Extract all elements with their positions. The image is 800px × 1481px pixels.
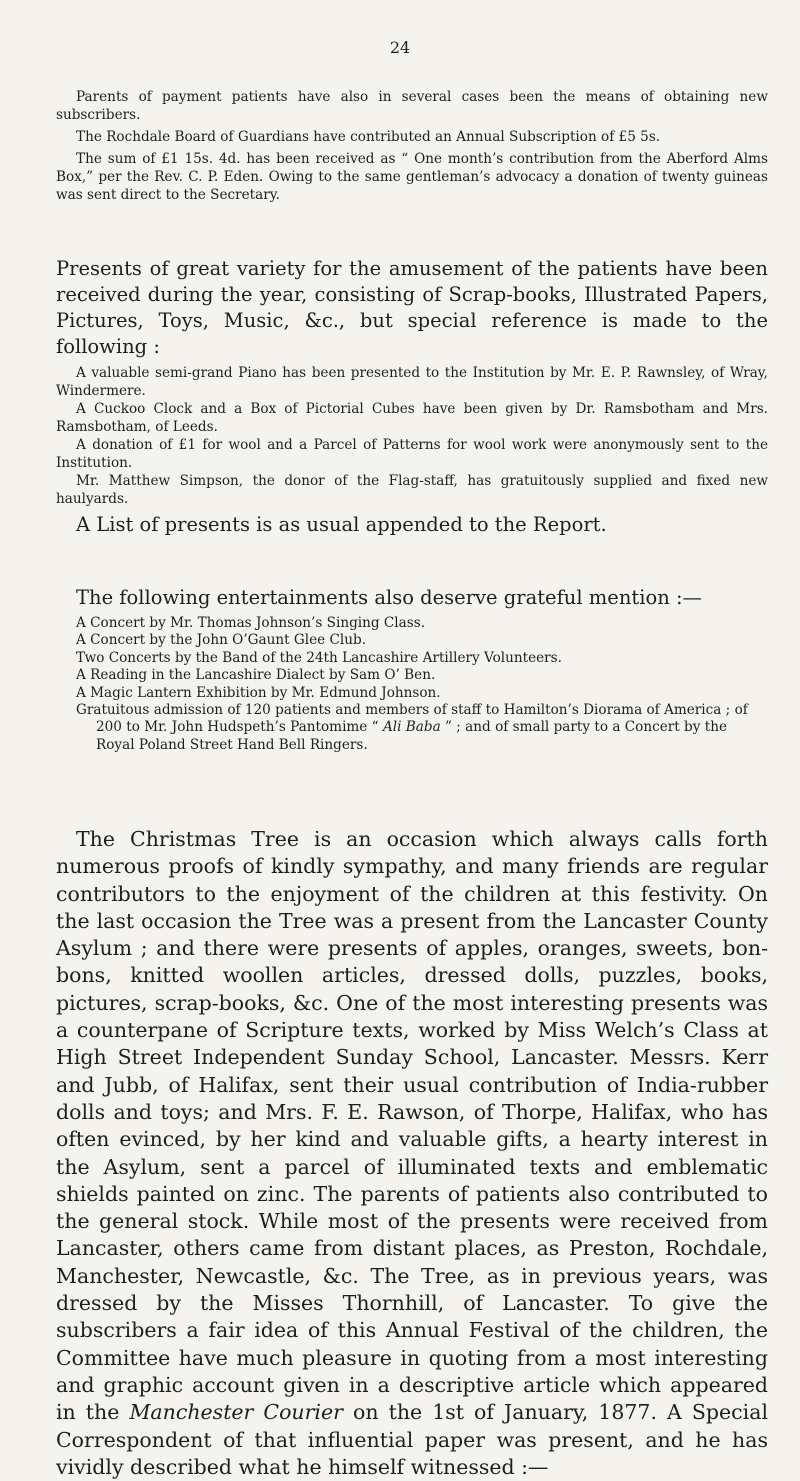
entertainment-item: A Magic Lantern Exhibition by Mr. Edmund Johnson. — [76, 684, 441, 701]
presents-item: Mr. Matthew Simpson, the donor of the Flag-staff, has gratuitously supplied and fixed new haulyards. — [56, 473, 768, 507]
christmas-paragraph — [56, 826, 768, 1481]
presents-section — [56, 256, 768, 538]
rochdale-paragraph: The Rochdale Board of Guardians have contributed an Annual Subscription of £5 5s. — [76, 129, 661, 145]
christmas-section — [56, 826, 768, 1481]
presents-list-note: A List of presents is as usual appended to the Report. — [76, 513, 607, 536]
presents-heading: Presents of great variety for the amusement of the patients have been received during the year, consisting of Scrap-books, Illustrated Papers, Pictures, Toys, Music, &c., but special reference is made to the following : — [56, 257, 768, 358]
entertainment-item: A Concert by the John O’Gaunt Glee Club. — [76, 632, 367, 649]
newspaper-title: Manchester Courier — [129, 1400, 343, 1425]
entertainment-item: A Reading in the Lancashire Dialect by Sam O’ Ben. — [76, 667, 436, 684]
page-number: 24 — [389, 38, 411, 57]
entertainments-heading: The following entertainments also deserve grateful mention :— — [76, 586, 703, 609]
entertainment-item: Two Concerts by the Band of the 24th Lancashire Artillery Volunteers. — [76, 649, 562, 666]
christmas-text-end: on the 1st of January, 1877. A Special Correspondent of that influential paper was present, and he has vividly described what he himself witnessed :— — [56, 1400, 769, 1479]
intro-section — [56, 88, 768, 204]
presents-list — [56, 364, 768, 508]
presents-item: A donation of £1 for wool and a Parcel of Patterns for wool work were anonymously sent to the Institution. — [56, 437, 768, 471]
gratuitous-text-start: Gratuitous admission of 120 patients and members of staff to Hamilton’s Diorama of America ; of 200 to Mr. John Hudspeth’s Pantomime “ — [76, 702, 748, 736]
gratuitous-text-end: ” ; and of small party to a Concert by the Royal Poland Street Hand Bell Ringers. — [96, 719, 727, 753]
presents-item: A valuable semi-grand Piano has been presented to the Institution by Mr. E. P. Rawnsley, of Wray, Windermere. — [56, 365, 768, 399]
pantomime-title: Ali Baba — [382, 719, 441, 736]
gratuitous-admission-item — [76, 702, 768, 754]
entertainments-list — [56, 615, 768, 754]
aberford-paragraph: The sum of £1 15s. 4d. has been received as “ One month’s contribution from the Aberford Alms Box,” per the Rev. C. P. Eden. Owing to the same gentleman’s advocacy a donation of twenty guineas was sent direct to the Secretary. — [56, 151, 768, 203]
parents-paragraph: Parents of payment patients have also in several cases been the means of obtaining new subscribers. — [56, 89, 768, 123]
christmas-text-start: The Christmas Tree is an occasion which always calls forth numerous proofs of kindly sympathy, and many friends are regular contributors to the enjoyment of the children at this festivity. On the last occasion the Tree was a present from the Lancaster County Asylum ; and there were presents of apples, oranges, sweets, bon-bons, knitted woollen articles, dressed dolls, puzzles, books, pictures, scrap-books, &c. One of the most interesting presents was a counterpane of Scripture texts, worked by Miss Welch’s Class at High Street Independent Sunday School, Lancaster. Messrs. Kerr and Jubb, of Halifax, sent their usual contribution of India-rubber dolls and toys; and Mrs. F. E. Rawson, of Thorpe, Halifax, who has often evinced, by her kind and valuable gifts, a hearty interest in the Asylum, sent a parcel of illuminated texts and emblematic shields painted on zinc. The parents of patients also contributed to the general stock. While most of the presents were received from Lancaster, others came from distant places, as Preston, Rochdale, Manchester, Newcastle, &c. The Tree, as in previous years, was dressed by the Misses Thornhill, of Lancaster. To give the subscribers a fair idea of this Annual Festival of the children, the Committee have much pleasure in quoting from a most interesting and graphic account given in a descriptive article which appeared in the — [56, 827, 768, 1425]
entertainment-item: A Concert by Mr. Thomas Johnson’s Singing Class. — [76, 615, 426, 631]
presents-item: A Cuckoo Clock and a Box of Pictorial Cubes have been given by Dr. Ramsbotham and Mrs. Ramsbotham, of Leeds. — [56, 401, 768, 435]
entertainments-section — [56, 585, 768, 754]
